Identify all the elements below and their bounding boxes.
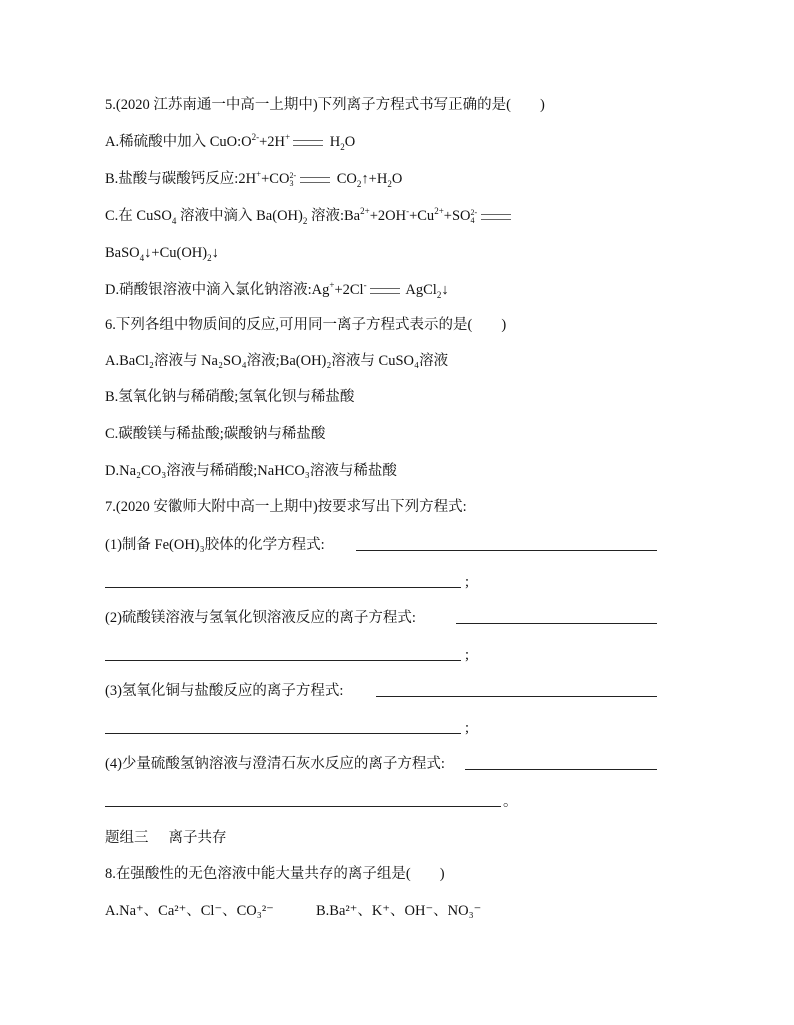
q5-c-mid2: 溶液:Ba — [310, 208, 361, 224]
q7-part4-blank-2[interactable] — [105, 806, 501, 807]
q5-d-text: D.硝酸银溶液中滴入氯化钠溶液:Ag — [105, 282, 330, 298]
q5-option-b: B.盐酸与碳酸钙反应:2H++CO 2- 3 $CO_2↑+H_2O$ — [105, 169, 403, 189]
q7-part3-label: (3)氢氧化铜与盐酸反应的离子方程式: — [105, 683, 344, 699]
section-title: 离子共存 — [168, 830, 227, 846]
q7-part4-period: 。 — [503, 794, 518, 810]
section-label: 题组三 — [105, 830, 149, 846]
q6-option-d: D.Na₂CO₃溶液与稀硝酸;NaHCO₃溶液与稀盐酸 — [105, 463, 397, 479]
q7-part2-blank-1[interactable] — [456, 623, 657, 624]
q7-part2-blank-2[interactable] — [105, 660, 461, 661]
q8-option-a: A.Na⁺、Ca²⁺、Cl⁻、CO₃²⁻ — [105, 903, 274, 919]
q5-option-c-line2: $BaSO_4↓+Cu(OH)_2↓$ — [105, 245, 219, 263]
q7-part2-label: (2)硫酸镁溶液与氢氧化钡溶液反应的离子方程式: — [105, 610, 416, 626]
q6-option-c: C.碳酸镁与稀盐酸;碳酸钠与稀盐酸 — [105, 426, 326, 442]
q7-part4-label: (4)少量硫酸氢钠溶液与澄清石灰水反应的离子方程式: — [105, 756, 445, 772]
q8-stem: 8.在强酸性的无色溶液中能大量共存的离子组是( ) — [105, 866, 445, 882]
q7-part3-blank-2[interactable] — [105, 733, 461, 734]
q5-c-mid: 溶液中滴入 Ba(OH) — [180, 208, 303, 224]
q7-stem: 7.(2020 安徽师大附中高一上期中)按要求写出下列方程式: — [105, 499, 467, 515]
q5-b-text: B.盐酸与碳酸钙反应:2H — [105, 171, 257, 187]
equals-sign — [370, 288, 400, 294]
q5-c-text: C.在 CuSO — [105, 208, 172, 224]
equals-sign — [293, 140, 323, 146]
q7-part3-semicolon: ; — [465, 720, 470, 736]
q7-part1-blank-2[interactable] — [105, 587, 461, 588]
q7-part1-label: (1)制备 Fe(OH)₃胶体的化学方程式: — [105, 537, 325, 553]
q5-a-text: A.稀硫酸中加入 CuO:O — [105, 134, 252, 150]
q5-option-d: D.硝酸银溶液中滴入氯化钠溶液:Ag++2Cl- AgCl$_2$↓ — [105, 280, 449, 300]
q5-c-line2-text: BaSO — [105, 245, 140, 261]
q5-stem: 5.(2020 江苏南通一中高一上期中)下列离子方程式书写正确的是( ) — [105, 97, 545, 113]
q7-part2-semicolon: ; — [465, 647, 470, 663]
q6-stem: 6.下列各组中物质间的反应,可用同一离子方程式表示的是( ) — [105, 317, 507, 333]
q8-option-b: B.Ba²⁺、K⁺、OH⁻、NO₃⁻ — [316, 903, 482, 919]
equals-sign — [300, 177, 330, 183]
section-heading — [105, 828, 227, 848]
q7-part1-semicolon: ; — [465, 574, 470, 590]
q7-part1-blank-1[interactable] — [356, 550, 657, 551]
equals-sign — [481, 214, 511, 220]
q6-option-b: B.氢氧化钠与稀硝酸;氢氧化钡与稀盐酸 — [105, 389, 355, 405]
q5-option-c: C.在 CuSO$_4$ 溶液中滴入 $Ba(OH)_2$ 溶液$:Ba^{2+}+2OH^-+Cu^{2+}+SO$ 2- 4 — [105, 206, 514, 226]
q6-option-a: A.BaCl₂溶液与 Na₂SO₄溶液;Ba(OH)₂溶液与 CuSO₄溶液 — [105, 353, 449, 369]
q5-option-a: A.稀硫酸中加入 $CuO:O^{2-}+2H^+$ $H_2O$ — [105, 132, 356, 152]
q7-part4-blank-1[interactable] — [465, 769, 657, 770]
q7-part3-blank-1[interactable] — [376, 696, 657, 697]
